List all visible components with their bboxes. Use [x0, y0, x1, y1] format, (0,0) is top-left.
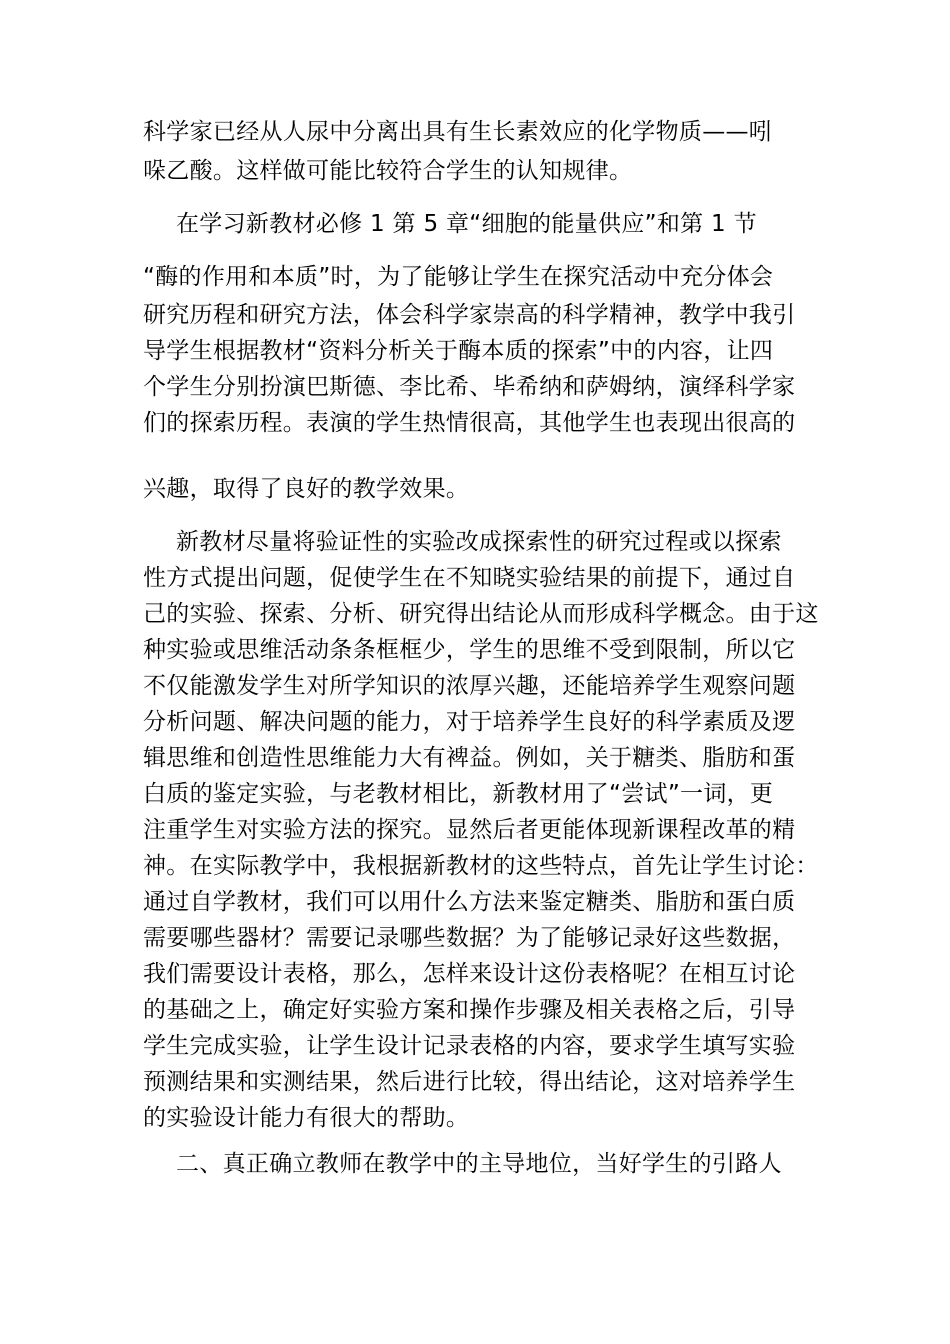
text-line: 预测结果和实测结果，然后进行比较，得出结论，这对培养学生: [143, 1069, 796, 1095]
text-line: 辑思维和创造性思维能力大有裨益。例如，关于糖类、脂肪和蛋: [143, 745, 796, 771]
section-heading: 二、真正确立教师在教学中的主导地位，当好学生的引路人: [176, 1151, 782, 1177]
text-line: 科学家已经从人尿中分离出具有生长素效应的化学物质——吲: [143, 119, 773, 145]
text-line: 们的探索历程。表演的学生热情很高，其他学生也表现出很高的: [143, 410, 796, 436]
text-line: 的基础之上，确定好实验方案和操作步骤及相关表格之后，引导: [143, 997, 796, 1023]
text-line: 性方式提出问题，促使学生在不知晓实验结果的前提下，通过自: [143, 565, 796, 591]
text-line: 通过自学教材，我们可以用什么方法来鉴定糖类、脂肪和蛋白质: [143, 889, 796, 915]
text-line: 白质的鉴定实验，与老教材相比，新教材用了“尝试”一词，更: [143, 781, 774, 807]
text-line: 种实验或思维活动条条框框少，学生的思维不受到限制，所以它: [143, 637, 796, 663]
text-line: “酶的作用和本质”时，为了能够让学生在探究活动中充分体会: [143, 264, 774, 290]
text-line: 个学生分别扮演巴斯德、李比希、毕希纳和萨姆纳，演绎科学家: [143, 374, 796, 400]
text-line: 兴趣，取得了良好的教学效果。: [143, 476, 470, 502]
text-line: 我们需要设计表格，那么，怎样来设计这份表格呢？在相互讨论: [143, 961, 796, 987]
text-line: 不仅能激发学生对所学知识的浓厚兴趣，还能培养学生观察问题: [143, 673, 796, 699]
text-line: 的实验设计能力有很大的帮助。: [143, 1105, 470, 1131]
text-line: 导学生根据教材“资料分析关于酶本质的探索”中的内容，让四: [143, 338, 774, 364]
text-line: 神。在实际教学中，我根据新教材的这些特点，首先让学生讨论：: [143, 853, 819, 879]
text-line: 新教材尽量将验证性的实验改成探索性的研究过程或以探索: [176, 529, 782, 555]
text-line: 哚乙酸。这样做可能比较符合学生的认知规律。: [143, 158, 633, 184]
text-line: 学生完成实验，让学生设计记录表格的内容，要求学生填写实验: [143, 1033, 796, 1059]
text-line: 需要哪些器材？需要记录哪些数据？为了能够记录好这些数据，: [143, 925, 796, 951]
text-line: 研究历程和研究方法，体会科学家崇高的科学精神，教学中我引: [143, 302, 796, 328]
text-line: 分析问题、解决问题的能力，对于培养学生良好的科学素质及逻: [143, 709, 796, 735]
text-line: 己的实验、探索、分析、研究得出结论从而形成科学概念。由于这: [143, 601, 819, 627]
text-line: 注重学生对实验方法的探究。显然后者更能体现新课程改革的精: [143, 817, 796, 843]
text-line: 在学习新教材必修 1 第 5 章“细胞的能量供应”和第 1 节: [176, 211, 757, 237]
